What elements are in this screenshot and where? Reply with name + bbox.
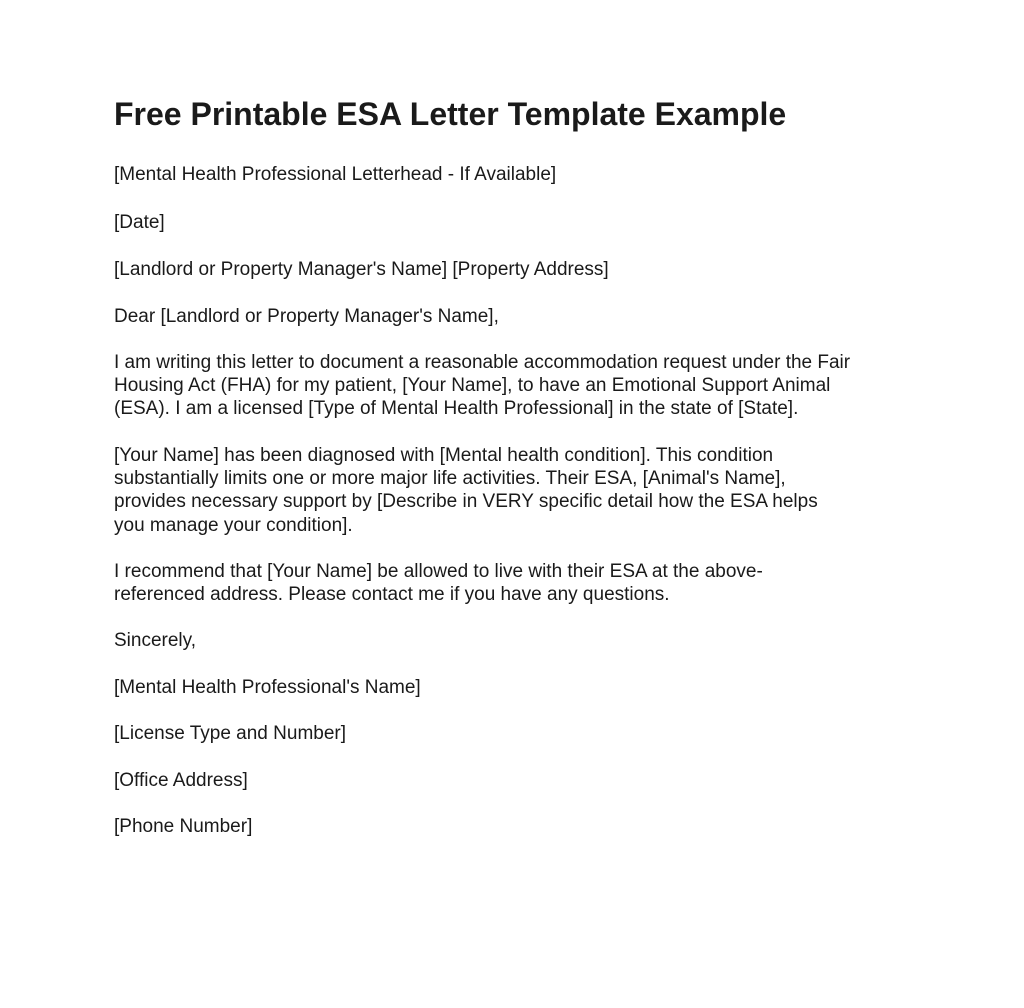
paragraph-recommendation [114, 560, 914, 606]
phone-placeholder: [Phone Number] [114, 816, 253, 837]
closing: Sincerely, [114, 630, 197, 651]
page-title: Free Printable ESA Letter Template Example [114, 96, 787, 132]
date-placeholder: [Date] [114, 212, 165, 233]
paragraph-line: provides necessary support by [Describe in VERY specific detail how the ESA helps [114, 491, 818, 513]
letterhead-placeholder: [Mental Health Professional Letterhead - If Available] [114, 164, 557, 185]
license-placeholder: [License Type and Number] [114, 723, 347, 744]
paragraph-request [114, 351, 914, 421]
paragraph-line: [Your Name] has been diagnosed with [Mental health condition]. This condition [114, 445, 774, 466]
paragraph-diagnosis [114, 444, 914, 537]
salutation: Dear [Landlord or Property Manager's Name], [114, 306, 499, 327]
paragraph-line: I am writing this letter to document a reasonable accommodation request under the Fair [114, 352, 851, 373]
paragraph-line: substantially limits one or more major life activities. Their ESA, [Animal's Name], [114, 468, 786, 490]
paragraph-line: Housing Act (FHA) for my patient, [Your Name], to have an Emotional Support Animal [114, 375, 831, 397]
paragraph-line: you manage your condition]. [114, 514, 353, 536]
professional-name-placeholder: [Mental Health Professional's Name] [114, 677, 421, 698]
recipient-placeholder: [Landlord or Property Manager's Name] [Property Address] [114, 259, 609, 280]
paragraph-line: I recommend that [Your Name] be allowed to live with their ESA at the above- [114, 561, 763, 582]
paragraph-line: (ESA). I am a licensed [Type of Mental Health Professional] in the state of [State]. [114, 398, 799, 420]
paragraph-line: referenced address. Please contact me if you have any questions. [114, 584, 670, 606]
office-address-placeholder: [Office Address] [114, 770, 248, 791]
